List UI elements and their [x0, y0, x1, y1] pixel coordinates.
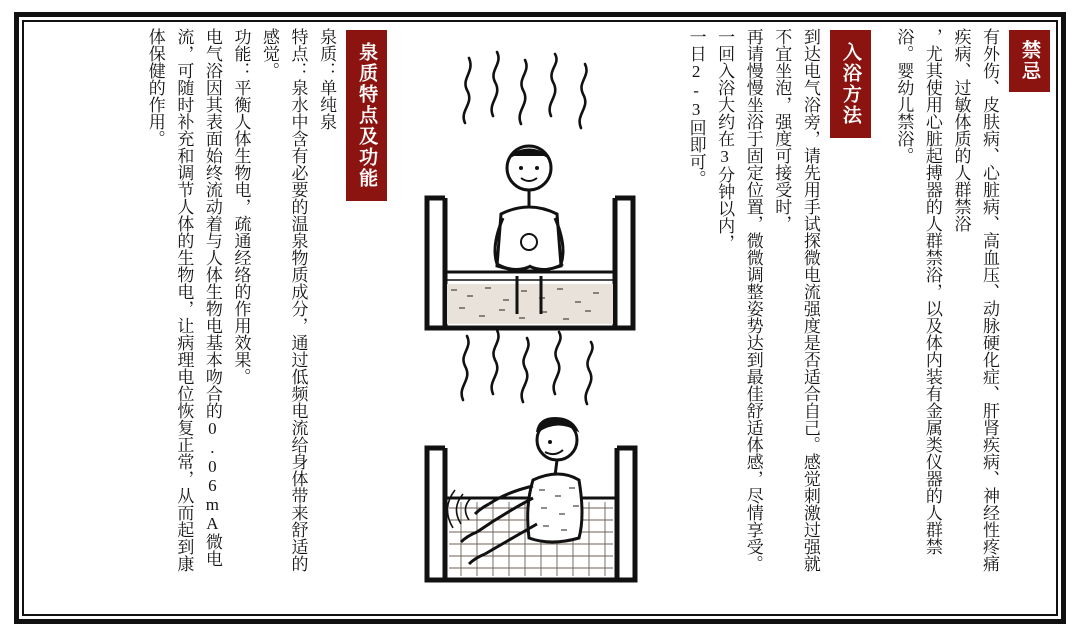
poster-content — [30, 28, 1050, 608]
text-contraindications-2: ，尤其使用心脏起搏器的人群禁浴，以及体内装有金属类仪器的人群禁浴。婴幼儿禁浴。 — [894, 28, 942, 555]
text-spring-detail: 电气浴因其表面始终流动着与人体生物电基本吻合的0.06mA微电流，可随时补充和调节人体的生物电，让病理电位恢复正常，从而起到康体保健的作用。 — [145, 28, 222, 572]
bath-figures-svg — [405, 28, 655, 588]
text-spring-function: 功能：平衡人体生物电，疏通经络的作用效果。 — [231, 28, 251, 385]
text-spring-characteristics: 特点：泉水中含有必要的温泉物质成分，通过低频电流给身体带来舒适的感觉。 — [259, 28, 308, 572]
section-bathing-method — [681, 28, 871, 608]
heading-bathing-method: 入浴方法 — [830, 30, 871, 138]
text-bathing-method-3: 一日2-3回即可。 — [686, 28, 706, 187]
section-contraindications — [889, 28, 1050, 608]
text-spring-quality: 泉质：单纯泉 — [317, 28, 337, 130]
man-sitting-in-bath — [427, 146, 633, 328]
text-bathing-method-2: 再请慢慢坐浴于固定位置，微微调整姿势达到最佳舒适体感，尽情享受。一回入浴大约在3分钟以内， — [715, 28, 763, 572]
section-spring-features — [140, 28, 387, 608]
electric-bath-illustration — [405, 28, 655, 608]
text-contraindications-1: 有外伤、皮肤病、心脏病、高血压、动脉硬化症、肝肾疾病、神经性疼痛疾病、过敏体质的人群禁浴 — [951, 28, 999, 572]
text-bathing-method-1: 到达电气浴旁，请先用手试探微电流强度是否适合自己。感觉刺激过强就不宜坐泡，强度可接受时， — [772, 28, 820, 572]
heading-contraindications: 禁忌 — [1009, 30, 1050, 92]
woman-lying-in-bath — [427, 418, 635, 580]
heading-spring-features: 泉质特点及功能 — [346, 30, 387, 201]
